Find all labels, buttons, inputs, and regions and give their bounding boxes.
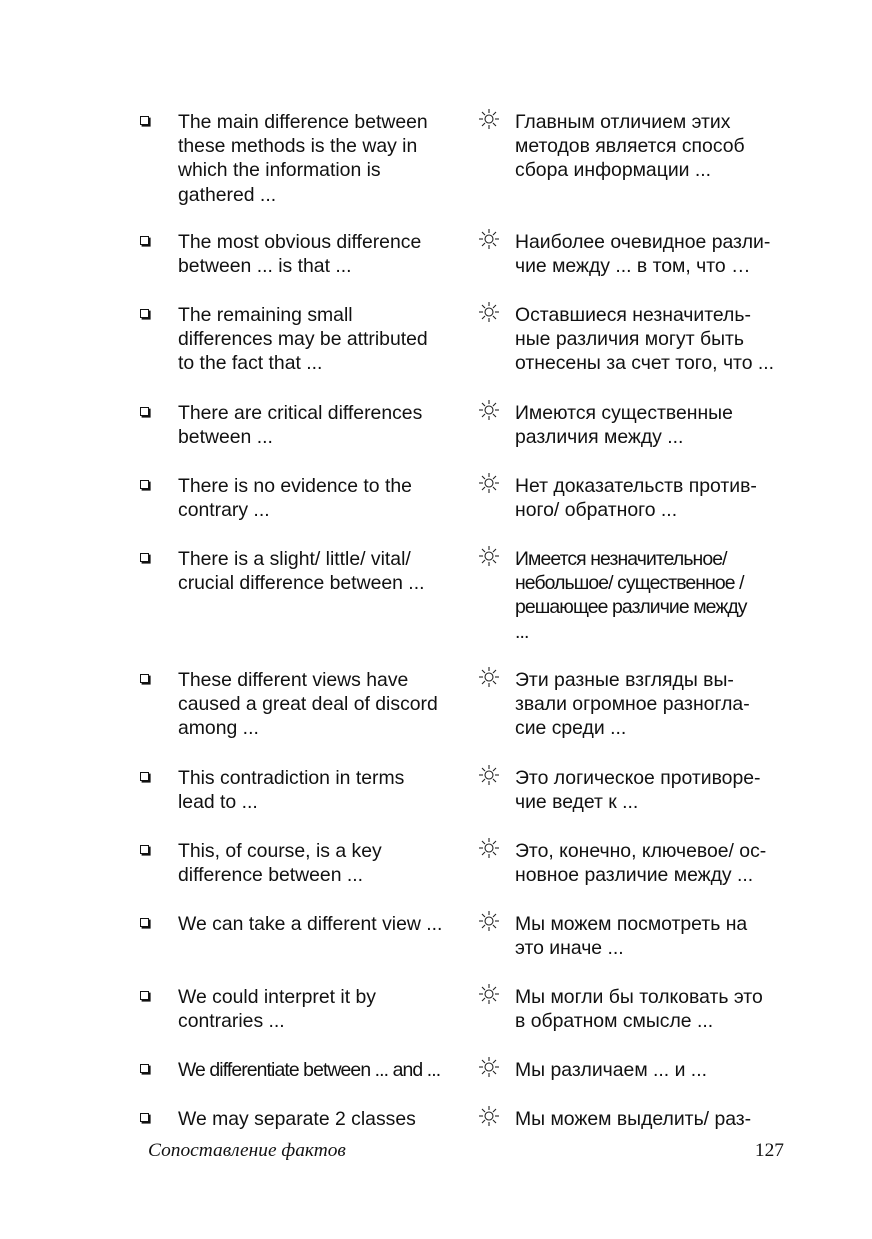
sun-icon xyxy=(478,545,500,567)
sun-icon xyxy=(478,764,500,786)
checkbox-bullet-icon xyxy=(140,309,149,318)
english-phrase: There are critical differences between ... xyxy=(178,402,423,449)
russian-translation: Главным отличием этих методов является способ сбора информации ... xyxy=(515,111,745,182)
english-phrase: We may separate 2 classes xyxy=(178,1108,416,1130)
sun-icon xyxy=(478,1056,500,1078)
sun-icon xyxy=(478,666,500,688)
checkbox-bullet-icon xyxy=(140,553,149,562)
russian-translation: Эти разные взгляды вы- звали огромное разногла- сие среди ... xyxy=(515,669,750,740)
checkbox-bullet-icon xyxy=(140,772,149,781)
russian-translation: Мы можем посмотреть на это иначе ... xyxy=(515,913,748,960)
sun-icon xyxy=(478,472,500,494)
english-phrase: These different views have caused a great deal of discord among ... xyxy=(178,669,438,740)
checkbox-bullet-icon xyxy=(140,236,149,245)
sun-icon xyxy=(478,399,500,421)
russian-translation: Имеется незначительное/ небольшое/ существенное / решающее различие между ... xyxy=(515,548,747,643)
checkbox-bullet-icon xyxy=(140,480,149,489)
russian-translation: Оставшиеся незначитель- ные различия могут быть отнесены за счет того, что ... xyxy=(515,304,775,375)
running-footer-title: Сопоставление фактов xyxy=(148,1140,346,1161)
russian-translation: Это логическое противоре- чие ведет к ... xyxy=(515,767,761,814)
english-phrase: There is no evidence to the contrary ... xyxy=(178,475,412,522)
english-phrase: The remaining small differences may be attributed to the fact that ... xyxy=(178,304,428,375)
page-number: 127 xyxy=(754,1140,784,1161)
russian-translation: Нет доказательств против- ного/ обратного ... xyxy=(515,475,757,522)
checkbox-bullet-icon xyxy=(140,116,149,125)
english-phrase: The most obvious difference between ... is that ... xyxy=(178,231,422,278)
checkbox-bullet-icon xyxy=(140,845,149,854)
russian-translation: Мы можем выделить/ раз- xyxy=(515,1108,752,1130)
sun-icon xyxy=(478,228,500,250)
sun-icon xyxy=(478,301,500,323)
sun-icon xyxy=(478,910,500,932)
russian-translation: Наиболее очевидное разли- чие между ... в том, что … xyxy=(515,231,771,278)
checkbox-bullet-icon xyxy=(140,1113,149,1122)
english-phrase: We can take a different view ... xyxy=(178,913,443,935)
sun-icon xyxy=(478,983,500,1005)
checkbox-bullet-icon xyxy=(140,918,149,927)
russian-translation: Это, конечно, ключевое/ ос- новное различие между ... xyxy=(515,840,767,887)
checkbox-bullet-icon xyxy=(140,991,149,1000)
checkbox-bullet-icon xyxy=(140,407,149,416)
english-phrase: There is a slight/ little/ vital/ crucial difference between ... xyxy=(178,548,425,595)
checkbox-bullet-icon xyxy=(140,674,149,683)
english-phrase: This, of course, is a key difference between ... xyxy=(178,840,382,887)
sun-icon xyxy=(478,1105,500,1127)
sun-icon xyxy=(478,108,500,130)
russian-translation: Мы могли бы толковать это в обратном смысле ... xyxy=(515,986,763,1033)
english-phrase: This contradiction in terms lead to ... xyxy=(178,767,405,814)
russian-translation: Мы различаем ... и ... xyxy=(515,1059,707,1081)
russian-translation: Имеются существенные различия между ... xyxy=(515,402,733,449)
english-phrase: We could interpret it by contraries ... xyxy=(178,986,376,1033)
english-phrase: The main difference between these methods is the way in which the information is gathered ... xyxy=(178,111,428,206)
sun-icon xyxy=(478,837,500,859)
checkbox-bullet-icon xyxy=(140,1064,149,1073)
english-phrase: We differentiate between ... and ... xyxy=(178,1059,441,1081)
